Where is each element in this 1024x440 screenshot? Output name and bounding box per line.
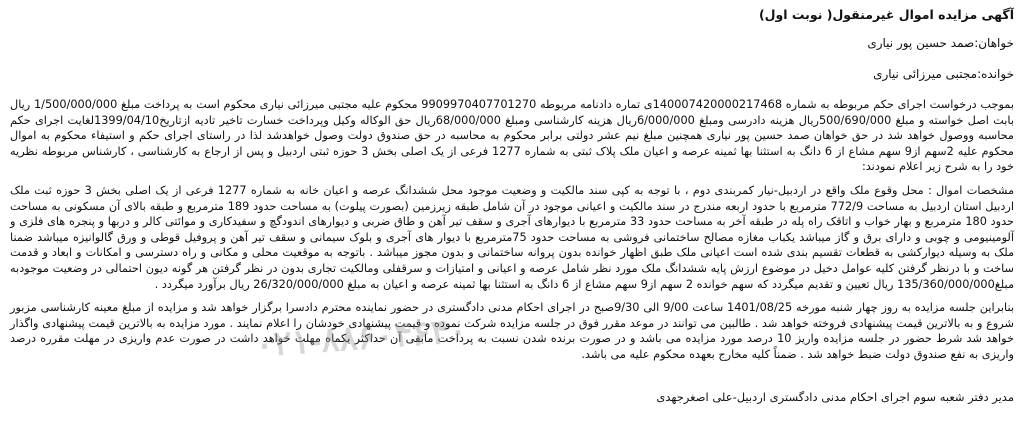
property-description-paragraph: مشخصات اموال : محل وقوع ملک واقع در اردبیل-نیار کمربندی دوم ، با توجه به کپی سند مالکیت و وضعیت موجود محل ششدانگ عرصه و اعیان خانه به شماره 1277 فرعی از یک اصلی بخش 3 حوزه ثبت ملک اردبیل استان اردبیل به مساحت 772/9 مترمربع با حدود اربعه مندرج در سند مالکیت و اعیانی موجود در آن شامل طبقه زیرزمین (بصورت پیلوت) به مساحت حدود 189 مترمربع و طبقه بالای آن مسکونی به مساحت حدود 180 مترمربع و بهار خواب و اتاقک راه پله در طبقه آخر به مساحت حدود 33 مترمربع با دیوارهای آجری و سقف تیر آهن و طاق ضربی و دیوارهای اندودگچ و سفیدکاری و موائتی کالر و دربها و پنجره های فلزی و آلومینیومی و چوبی و دارای برق و گاز میباشد یکباب مغازه مصالح ساختمانی فروشی به مساحت حدود 75مترمربع با دیوار های آجری و بلوک سیمانی و سقف تیر آهن و پروفیل قوطی و ورق گالوانیزه میباشد ضمنا ملک به وسیله دیوارکشی به قطعات تقسیم بندی شده است اعیانی ملک طبق اظهار خوانده بدون پروانه ساختمانی و بدون مجوز میباشد . باتوجه به موقعیت محلی و مکانی و راه دسترسی و امکانات و ابعاد و قدمت ساخت و با درنظر گرفتن کلیه عوامل دخیل در موضوع ارزش پایه ششدانگ ملک مورد نظر شامل عرصه و اعیانی و امتیازات و سرقفلی ومالکیت تجاری بدون در نظر گرفتن هر گونه دیون احتمالی در وضعیت موجودبه مبلغ135/360/000/000 ریال تعیین و تقدیم میگردد که سهم خوانده 2 سهم از9 سهم مشاع از 6 دانگ به استثنا بها ثمینه عرصه و اعیان به مبلغ 26/320/000/000 ریال برآورد میگردد . <box>10 183 1015 291</box>
notice-title: آگهی مزایده اموال غیرمنقول( نوبت اول) <box>758 7 1014 22</box>
auction-terms-paragraph: بنابراین جلسه مزایده به روز چهار شنبه مورخه 1401/08/25 ساعت 9/00 الی 9/30صبح در اجرای احکام مدنی دادگستری در حضور نماینده محترم دادسرا برگزار خواهد شد و مزایده از مبلغ معینه کارشناسی مزبور شروع و به بالاترین قیمت پیشنهادی فروخته خواهد شد . طالبین می توانند در موعد مقرر فوق در جلسه مزایده شرکت نموده و قیمت پیشنهادی خودشان را اعلام نمایند . مورد مزایده به بالاترین قیمت پیشنهادی واگذار خواهد شد شرط حضور در جلسه مزایده واریز 10 درصد مورد مزایده می باشد و در صورت برنده شدن نسبت به پرداخت مابقی آن حداکثر یکماه مهلت خواهد داشت در صورت عدم واریزی در مهلت مقرره درصد واریزی به نفع صندوق دولت ضبط خواهد شد . ضمناً کلیه مخارج بعهده محکوم علیه می باشد. <box>10 301 1014 361</box>
creditor-line: خواهان:صمد حسین پور نیاری <box>867 36 1014 50</box>
execution-paragraph: بموجب درخواست اجرای حکم مربوطه به شماره 140007420000217468ی تماره دادنامه مربوطه 9909970407701270 محکوم علیه مجتبی میرزائی نیاری محکوم است به پرداخت مبلغ 1/500/000/000 ریال بابت اصل خواسته و مبلغ 500/690/000ریال هزینه دادرسی ومبلغ 6/000/000ریال هزینه کارشناسی ومبلغ 68/000/000ریال حق الوکاله وکیل وپرداخت خسارت تاخیر تادیه ازتاریخ1399/04/10لغایت اجرای حکم محاسبه ووصول خواهد شد در حق خواهان صمد حسین پور نیاری همچنین مبلغ نیم عشر دولتی برابر محکوم به محاسبه در حق صندوق دولت وصول خواهدشد لذا در راستای اجرای حکم و استیفاء محکوم به اموال محکوم علیه 2سهم از9 سهم مشاع از 6 دانگ به استثنا بها ثمینه عرصه و اعیان ملک پلاک ثبتی به شماره 1277 فرعی از یک اصلی بخش 3 حوزه ثبتی اردبیل و پس از ارجاع به کارشناسی ، کارشناس مربوطه نظریه خود را به شرح زیر اعلام نمودند: <box>10 98 1014 174</box>
signature-line: مدیر دفتر شعبه سوم اجرای احکام مدنی دادگستری اردبیل-علی اصغرجهدی <box>656 389 1014 404</box>
debtor-line: خوانده:مجتبی میرزائی نیاری <box>873 67 1014 81</box>
phone-watermark: ۰۲۱-۸۸۶۰۴۶۴۰ <box>253 311 469 365</box>
